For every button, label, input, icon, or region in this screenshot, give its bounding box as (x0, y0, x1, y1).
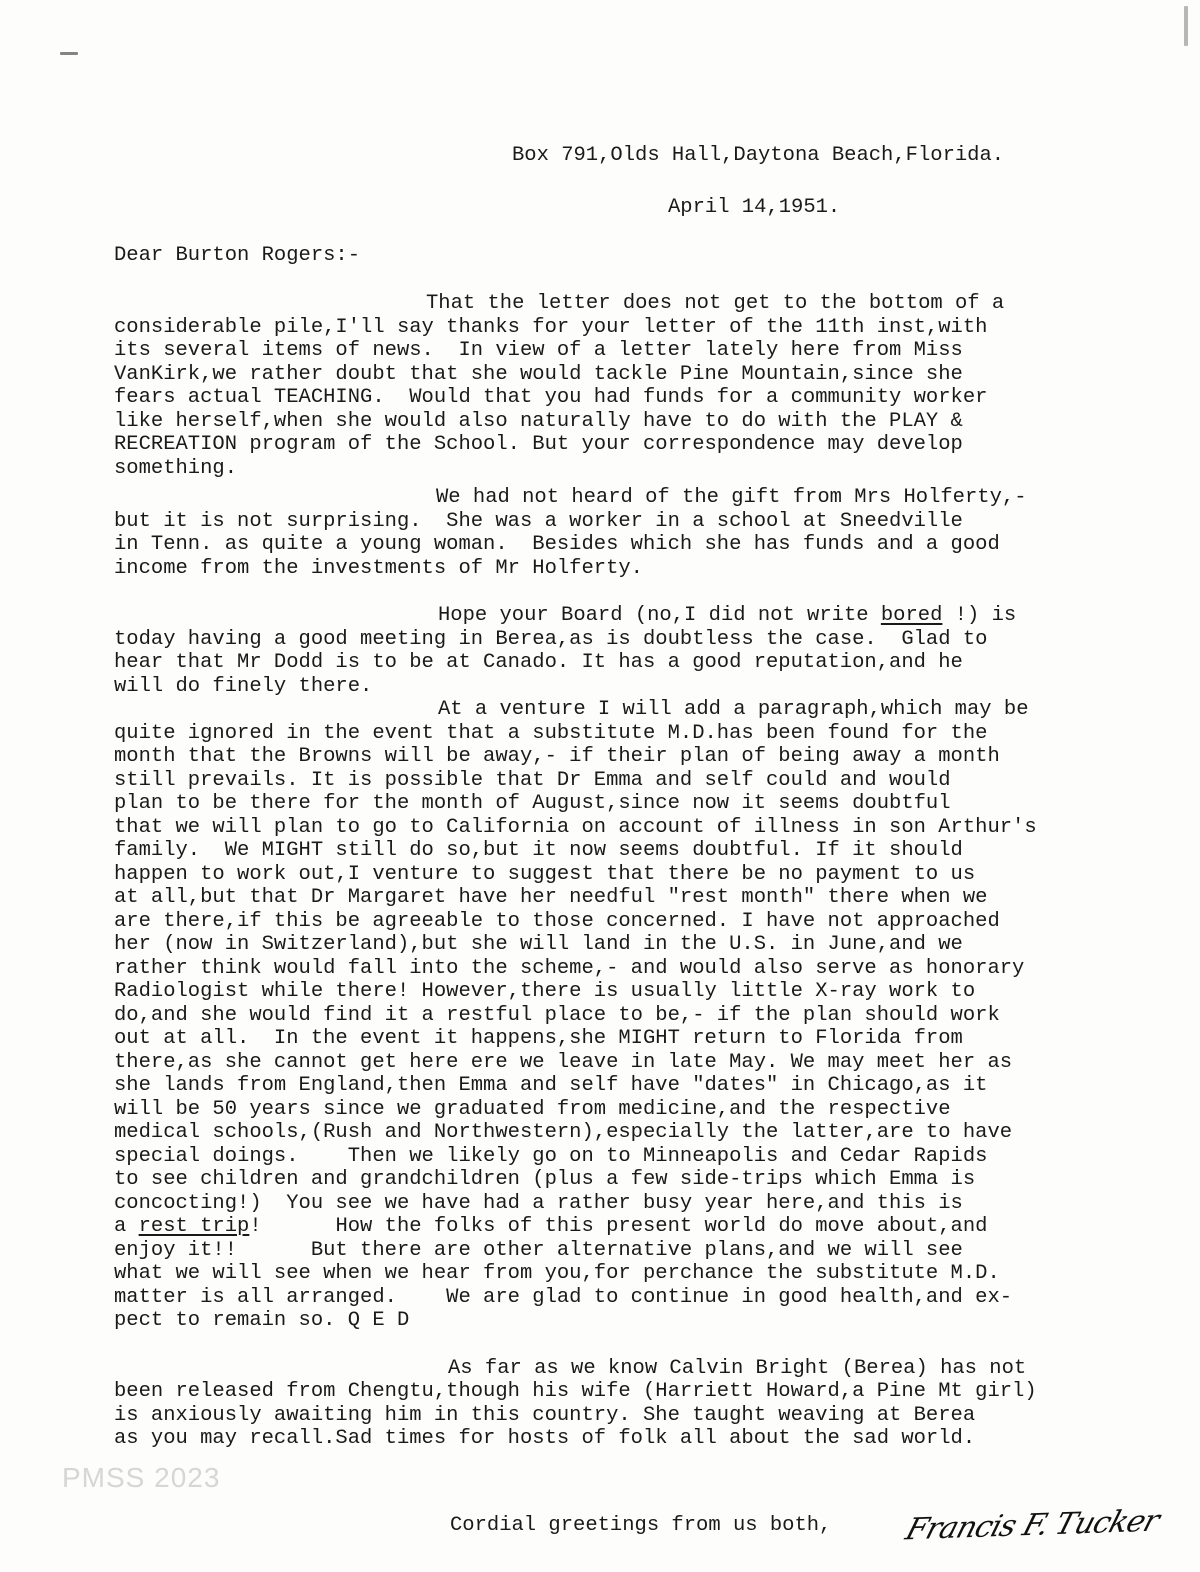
body-line (114, 933, 963, 957)
body-line-text: are there,if this be agreeable to those concerned. I have not approached (114, 910, 1000, 933)
body-line-text: concocting!) You see we have had a rather busy year here,and this is (114, 1192, 963, 1215)
body-line-text: like herself,when she would also naturally have to do with the PLAY & (114, 410, 963, 433)
body-line-text: something. (114, 457, 238, 480)
body-line (114, 533, 1000, 557)
body-line-text: As far as we know Calvin Bright (Berea) has not (448, 1357, 1027, 1380)
body-line (114, 745, 1000, 769)
body-line (114, 1427, 975, 1451)
body-line (114, 1309, 409, 1333)
body-line (436, 486, 1027, 510)
body-line (114, 339, 963, 363)
body-line-text: VanKirk,we rather doubt that she would tackle Pine Mountain,since she (114, 363, 963, 386)
body-line-text: rather think would fall into the scheme,- and would also serve as honorary (114, 957, 1025, 980)
body-line (114, 1051, 1012, 1075)
body-line (426, 292, 1004, 316)
body-line-text: out at all. In the event it happens,she MIGHT return to Florida from (114, 1027, 963, 1050)
archive-watermark: PMSS 2023 (62, 1462, 221, 1493)
body-line-text: pect to remain so. Q E D (114, 1309, 410, 1332)
body-line (114, 410, 963, 434)
body-line-text: in Tenn. as quite a young woman. Besides which she has funds and a good (114, 533, 1000, 556)
body-line-text: family. We MIGHT still do so,but it now seems doubtful. If it should (114, 839, 963, 862)
body-line (114, 1262, 1000, 1286)
body-line (114, 433, 963, 457)
body-line-text: We had not heard of the gift from Mrs Holferty,- (436, 486, 1027, 509)
body-line-text: will do finely there. (114, 675, 373, 698)
body-line (114, 1098, 951, 1122)
body-line-text: RECREATION program of the School. But your correspondence may develop (114, 433, 963, 456)
body-line (114, 1168, 975, 1192)
body-line (114, 980, 975, 1004)
body-line-text: her (now in Switzerland),but she will land in the U.S. in June,and we (114, 933, 963, 956)
body-line-text: At a venture I will add a paragraph,which may be (438, 698, 1029, 721)
body-line-text: Hope your Board (no,I did not write (438, 604, 881, 627)
body-line (114, 863, 975, 887)
body-line (114, 792, 951, 816)
body-line-text: That the letter does not get to the bottom of a (426, 292, 1005, 315)
body-line-text: quite ignored in the event that a substitute M.D.has been found for the (114, 722, 988, 745)
body-line (114, 1121, 1012, 1145)
body-line (114, 675, 372, 699)
body-line (114, 1145, 987, 1169)
salutation: Dear Burton Rogers:- (114, 244, 361, 267)
body-line (114, 457, 237, 481)
body-line (114, 1404, 975, 1428)
closing: Cordial greetings from us both, (450, 1514, 832, 1537)
body-line-text: do,and she would find it a restful place to be,- if the plan should work (114, 1004, 1000, 1027)
body-line (438, 604, 1016, 628)
body-line-text: been released from Chengtu,though his wife (Harriett Howard,a Pine Mt girl) (114, 1380, 1037, 1403)
body-line-text: month that the Browns will be away,- if their plan of being away a month (114, 745, 1000, 768)
body-line (114, 1074, 987, 1098)
body-line-text: at all,but that Dr Margaret have her needful "rest month" there when we (114, 886, 988, 909)
body-line (114, 1286, 1012, 1310)
body-line (114, 957, 1024, 981)
body-line (114, 839, 963, 863)
body-line (114, 651, 963, 675)
body-line-text: enjoy it!! But there are other alternative plans,and we will see (114, 1239, 963, 1262)
body-line-text: its several items of news. In view of a letter lately here from Miss (114, 339, 963, 362)
body-line (114, 363, 963, 387)
body-line (114, 1380, 1037, 1404)
body-line (114, 316, 987, 340)
body-line-text: what we will see when we hear from you,for perchance the substitute M.D. (114, 1262, 1000, 1285)
body-line (114, 769, 951, 793)
body-line-text: that we will plan to go to California on account of illness in son Arthur's (114, 816, 1037, 839)
body-line-text: hear that Mr Dodd is to be at Canado. It has a good reputation,and he (114, 651, 963, 674)
letter-date: April 14,1951. (668, 196, 841, 219)
body-line (438, 698, 1029, 722)
body-line-text: but it is not surprising. She was a worker in a school at Sneedville (114, 510, 963, 533)
sender-address: Box 791,Olds Hall,Daytona Beach,Florida. (512, 144, 1005, 167)
body-line-text: special doings. Then we likely go on to Minneapolis and Cedar Rapids (114, 1145, 988, 1168)
body-line-text: plan to be there for the month of August,since now it seems doubtful (114, 792, 951, 815)
body-line (114, 1215, 987, 1239)
body-line (114, 1192, 963, 1216)
body-line (114, 910, 1000, 934)
body-line (114, 1027, 963, 1051)
body-line-text: today having a good meeting in Berea,as is doubtless the case. Glad to (114, 628, 988, 651)
body-line (114, 886, 987, 910)
body-line-text-after: !) is (942, 604, 1017, 627)
body-line-text: fears actual TEACHING. Would that you had funds for a community worker (114, 386, 988, 409)
body-line (114, 510, 963, 534)
handwritten-signature: Francis F. Tucker (901, 1503, 1163, 1548)
body-line (114, 816, 1037, 840)
body-line-text: happen to work out,I venture to suggest that there be no payment to us (114, 863, 976, 886)
body-line-text: will be 50 years since we graduated from medicine,and the respective (114, 1098, 951, 1121)
body-line-text: as you may recall.Sad times for hosts of folk all about the sad world. (114, 1427, 976, 1450)
body-line (114, 557, 643, 581)
body-line-text: matter is all arranged. We are glad to continue in good health,and ex- (114, 1286, 1013, 1309)
body-line-text: medical schools,(Rush and Northwestern),especially the latter,are to have (114, 1121, 1013, 1144)
body-line (114, 722, 987, 746)
body-line-text: a (114, 1215, 139, 1238)
body-line-text: there,as she cannot get here ere we leave in late May. We may meet her as (114, 1051, 1013, 1074)
body-line (114, 1004, 1000, 1028)
paper-edge-mark (1184, 6, 1188, 46)
body-line (114, 628, 987, 652)
body-line (114, 386, 987, 410)
body-line-text-after: ! How the folks of this present world do move about,and (249, 1215, 988, 1238)
body-line-text: considerable pile,I'll say thanks for your letter of the 11th inst,with (114, 316, 988, 339)
body-line (114, 1239, 963, 1263)
body-line-text: Radiologist while there! However,there is usually little X-ray work to (114, 980, 976, 1003)
paper-speck (60, 52, 78, 55)
underlined-word: rest trip (138, 1215, 250, 1238)
underlined-word: bored (880, 604, 943, 627)
body-line-text: income from the investments of Mr Holferty. (114, 557, 643, 580)
body-line-text: she lands from England,then Emma and self have "dates" in Chicago,as it (114, 1074, 988, 1097)
body-line-text: is anxiously awaiting him in this country. She taught weaving at Berea (114, 1404, 976, 1427)
body-line-text: to see children and grandchildren (plus a few side-trips which Emma is (114, 1168, 976, 1191)
body-line-text: still prevails. It is possible that Dr Emma and self could and would (114, 769, 951, 792)
body-line (448, 1357, 1026, 1381)
